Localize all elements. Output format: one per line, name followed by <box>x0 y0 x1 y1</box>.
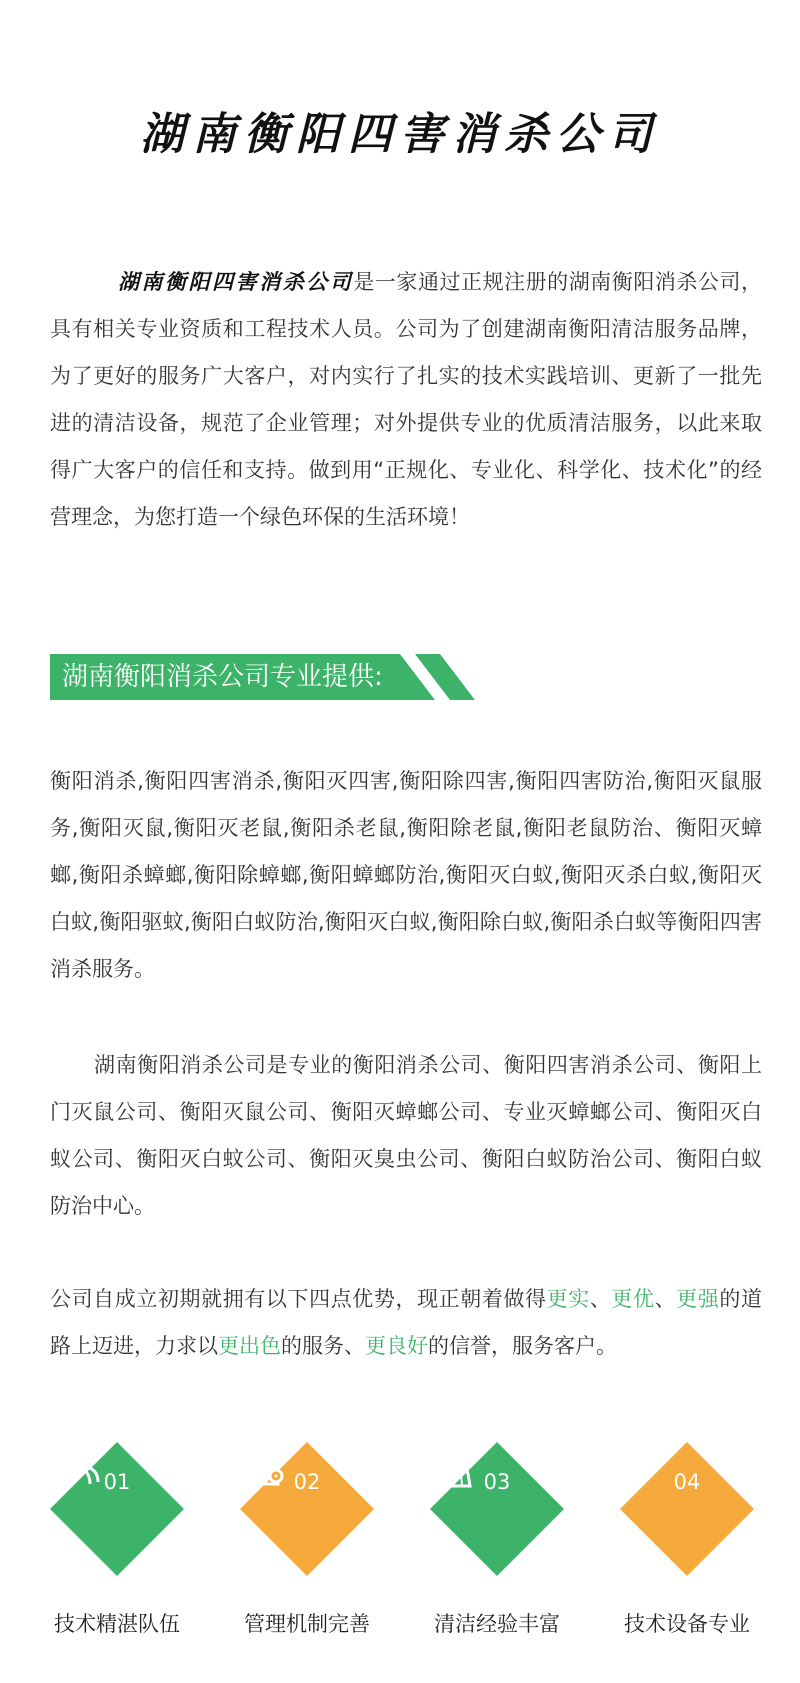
advantages-paragraph <box>50 1276 762 1370</box>
feature-label: 管理机制完善 <box>244 1612 370 1636</box>
feature-label: 技术设备专业 <box>624 1612 750 1636</box>
feature-diamond <box>620 1442 754 1576</box>
feature-item-team <box>37 1442 197 1638</box>
feature-diamond <box>240 1442 374 1576</box>
feature-diamond <box>430 1442 564 1576</box>
users-icon <box>50 1442 100 1488</box>
feature-diamond <box>50 1442 184 1576</box>
highlight-text: 更出色 <box>218 1334 281 1358</box>
feature-item-equipment <box>607 1442 767 1638</box>
intro-brand: 湖南衡阳四害消杀公司 <box>118 269 354 294</box>
feature-label: 清洁经验丰富 <box>434 1612 560 1636</box>
highlight-text: 更实 <box>546 1287 590 1311</box>
feature-number: 01 <box>103 1470 131 1494</box>
broom-icon <box>430 1442 480 1488</box>
highlight-text: 更强 <box>676 1287 720 1311</box>
advantages-text: 的信誉，服务客户。 <box>428 1334 617 1358</box>
banner-title: 湖南衡阳消杀公司专业提供: <box>62 662 383 692</box>
separator: 、 <box>589 1287 612 1311</box>
feature-item-cleaning <box>417 1442 577 1638</box>
page-title: 湖南衡阳四害消杀公司 <box>140 109 660 160</box>
document-gear-icon <box>240 1442 290 1488</box>
advantages-text: 公司自成立初期就拥有以下四点优势，现正朝着做得 <box>50 1287 547 1311</box>
advantages-text: 的道路上迈进，力求以 <box>50 1287 762 1358</box>
intro-paragraph <box>50 258 762 541</box>
wrench-icon <box>620 1442 670 1488</box>
feature-item-management <box>227 1442 387 1638</box>
section-banner <box>50 654 490 700</box>
company-paragraph: 湖南衡阳消杀公司是专业的衡阳消杀公司、衡阳四害消杀公司、衡阳上门灭鼠公司、衡阳灭鼠公司、衡阳灭蟑螂公司、专业灭蟑螂公司、衡阳灭白蚁公司、衡阳灭白蚊公司、衡阳灭臭虫公司、衡阳白蚁防治公司、衡阳白蚁防治中心。 <box>50 1053 762 1218</box>
services-paragraph: 衡阳消杀,衡阳四害消杀,衡阳灭四害,衡阳除四害,衡阳四害防治,衡阳灭鼠服务,衡阳灭鼠,衡阳灭老鼠,衡阳杀老鼠,衡阳除老鼠,衡阳老鼠防治、衡阳灭蟑螂,衡阳杀蟑螂,衡阳除蟑螂,衡阳蟑螂防治,衡阳灭白蚁,衡阳灭杀白蚁,衡阳灭白蚊,衡阳驱蚊,衡阳白蚁防治,衡阳灭白蚁,衡阳除白蚁,衡阳杀白蚁等衡阳四害消杀服务。 <box>50 769 762 981</box>
feature-number: 02 <box>293 1470 321 1494</box>
feature-label: 技术精湛队伍 <box>54 1612 180 1636</box>
separator: 、 <box>654 1287 677 1311</box>
highlight-text: 更优 <box>611 1287 655 1311</box>
feature-number: 04 <box>673 1470 701 1494</box>
feature-number: 03 <box>483 1470 511 1494</box>
advantages-text: 的服务、 <box>281 1334 365 1358</box>
intro-text: 是一家通过正规注册的湖南衡阳消杀公司，具有相关专业资质和工程技术人员。公司为了创建湖南衡阳清洁服务品牌，为了更好的服务广大客户，对内实行了扎实的技术实践培训、更新了一批先进的清洁设备，规范了企业管理；对外提供专业的优质清洁服务，以此来取得广大客户的信任和支持。做到用“正规化、专业化、科学化、技术化”的经营理念，为您打造一个绿色环保的生活环境！ <box>50 270 763 529</box>
highlight-text: 更良好 <box>365 1334 428 1358</box>
